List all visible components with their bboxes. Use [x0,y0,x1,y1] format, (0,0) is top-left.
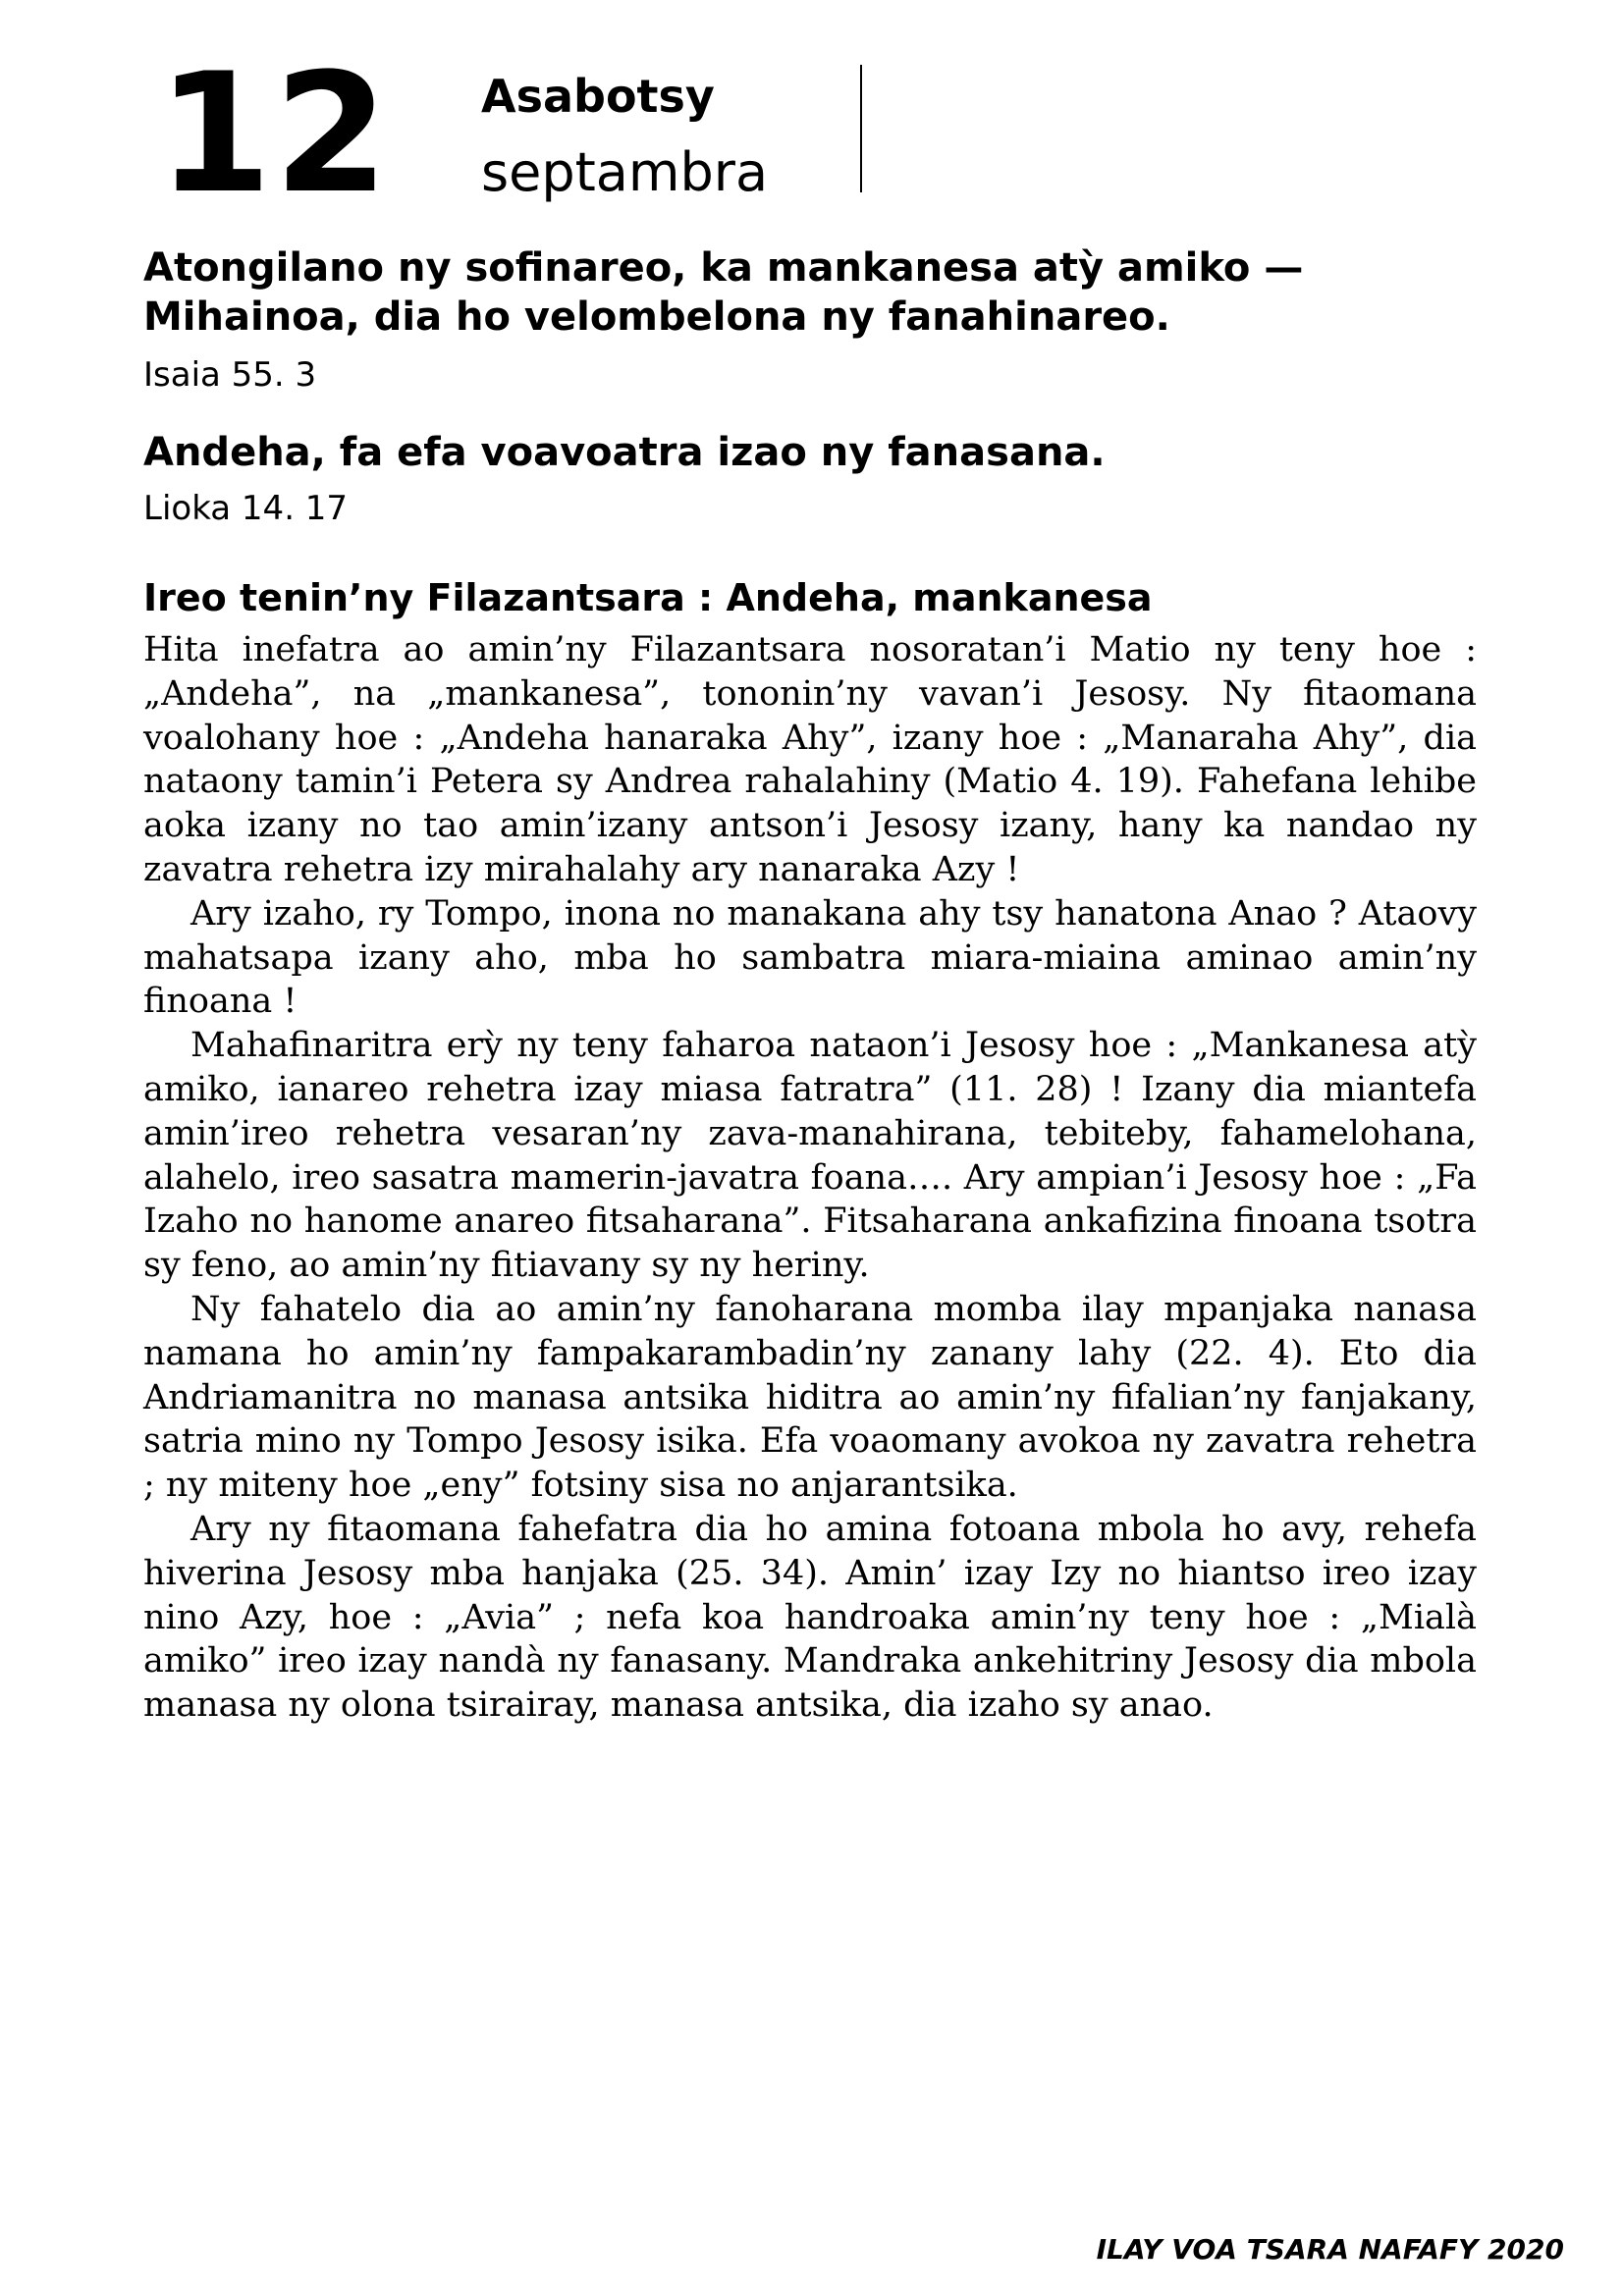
verse-reference-2: Lioka 14. 17 [143,489,349,528]
day-number: 12 [157,37,391,230]
devotion-paragraph-1: Hita inefatra ao amin’ny Filazantsara nosoratan’i Matio ny teny hoe : „Andeha”, na „mankanesa”, tononin’ny vavan’i Jesosy. Ny fitaomana voalohany hoe : „Andeha hanaraka Ahy”, izany hoe : „Manaraha Ahy”, dia nataony tamin’i Petera sy Andrea rahalahiny (Matio 4. 19). Fahefana lehibe aoka izany no tao amin’izany antson’i Jesosy izany, hany ka nandao ny zavatra rehetra izy mirahalahy ary nanaraka Azy ! [143,630,1477,889]
verse-text-2: Andeha, fa efa voavoatra izao ny fanasana. [143,430,1106,475]
header-divider [860,65,862,192]
devotion-paragraph-5: Ary ny fitaomana fahefatra dia ho amina fotoana mbola ho avy, rehefa hiverina Jesosy mba hanjaka (25. 34). Amin’ izay Izy no hiantso ireo izay nino Azy, hoe : „Avia” ; nefa koa handroaka amin’ny teny hoe : „Mialà amiko” ireo izay nandà ny fanasany. Mandraka ankehitriny Jesosy dia mbola manasa ny olona tsirairay, manasa antsika, dia izaho sy anao. [143,1509,1477,1726]
verse-text-1: Atongilano ny sofinareo, ka mankanesa atỳ amiko — Mihainoa, dia ho velombelona ny fanahinareo. [143,245,1304,340]
devotion-paragraph-4: Ny fahatelo dia ao amin’ny fanoharana momba ilay mpanjaka nanasa namana ho amin’ny fampakarambadin’ny zanany lahy (22. 4). Eto dia Andriamanitra no manasa antsika hiditra ao amin’ny fifalian’ny fanjakany, satria mino ny Tompo Jesosy isika. Efa voaomany avokoa ny zavatra rehetra ; ny miteny hoe „eny” fotsiny sisa no anjarantsika. [143,1289,1477,1506]
publication-footer: ILAY VOA TSARA NAFAFY 2020 [1096,2233,1564,2266]
devotion-body [143,628,1477,1728]
month: septambra [481,141,769,203]
devotion-title: Ireo tenin’ny Filazantsara : Andeha, mankanesa [143,576,1153,619]
verse-reference-1: Isaia 55. 3 [143,355,317,395]
devotion-paragraph-3: Mahafinaritra erỳ ny teny faharoa nataon’i Jesosy hoe : „Mankanesa atỳ amiko, ianareo rehetra izay miasa fatratra” (11. 28) ! Izany dia miantefa amin’ireo rehetra vesaran’ny zava-manahirana, tebiteby, fahamelohana, alahelo, ireo sasatra mamerin-javatra foana…. Ary ampian’i Jesosy hoe : „Fa Izaho no hanome anareo fitsaharana”. Fitsaharana ankafizina finoana tsotra sy feno, ao amin’ny fitiavany sy ny heriny. [143,1026,1477,1286]
devotion-paragraph-2: Ary izaho, ry Tompo, inona no manakana ahy tsy hanatona Anao ? Ataovy mahatsapa izany aho, mba ho sambatra miara-miaina aminao amin’ny finoana ! [143,893,1477,1022]
weekday: Asabotsy [481,70,715,123]
